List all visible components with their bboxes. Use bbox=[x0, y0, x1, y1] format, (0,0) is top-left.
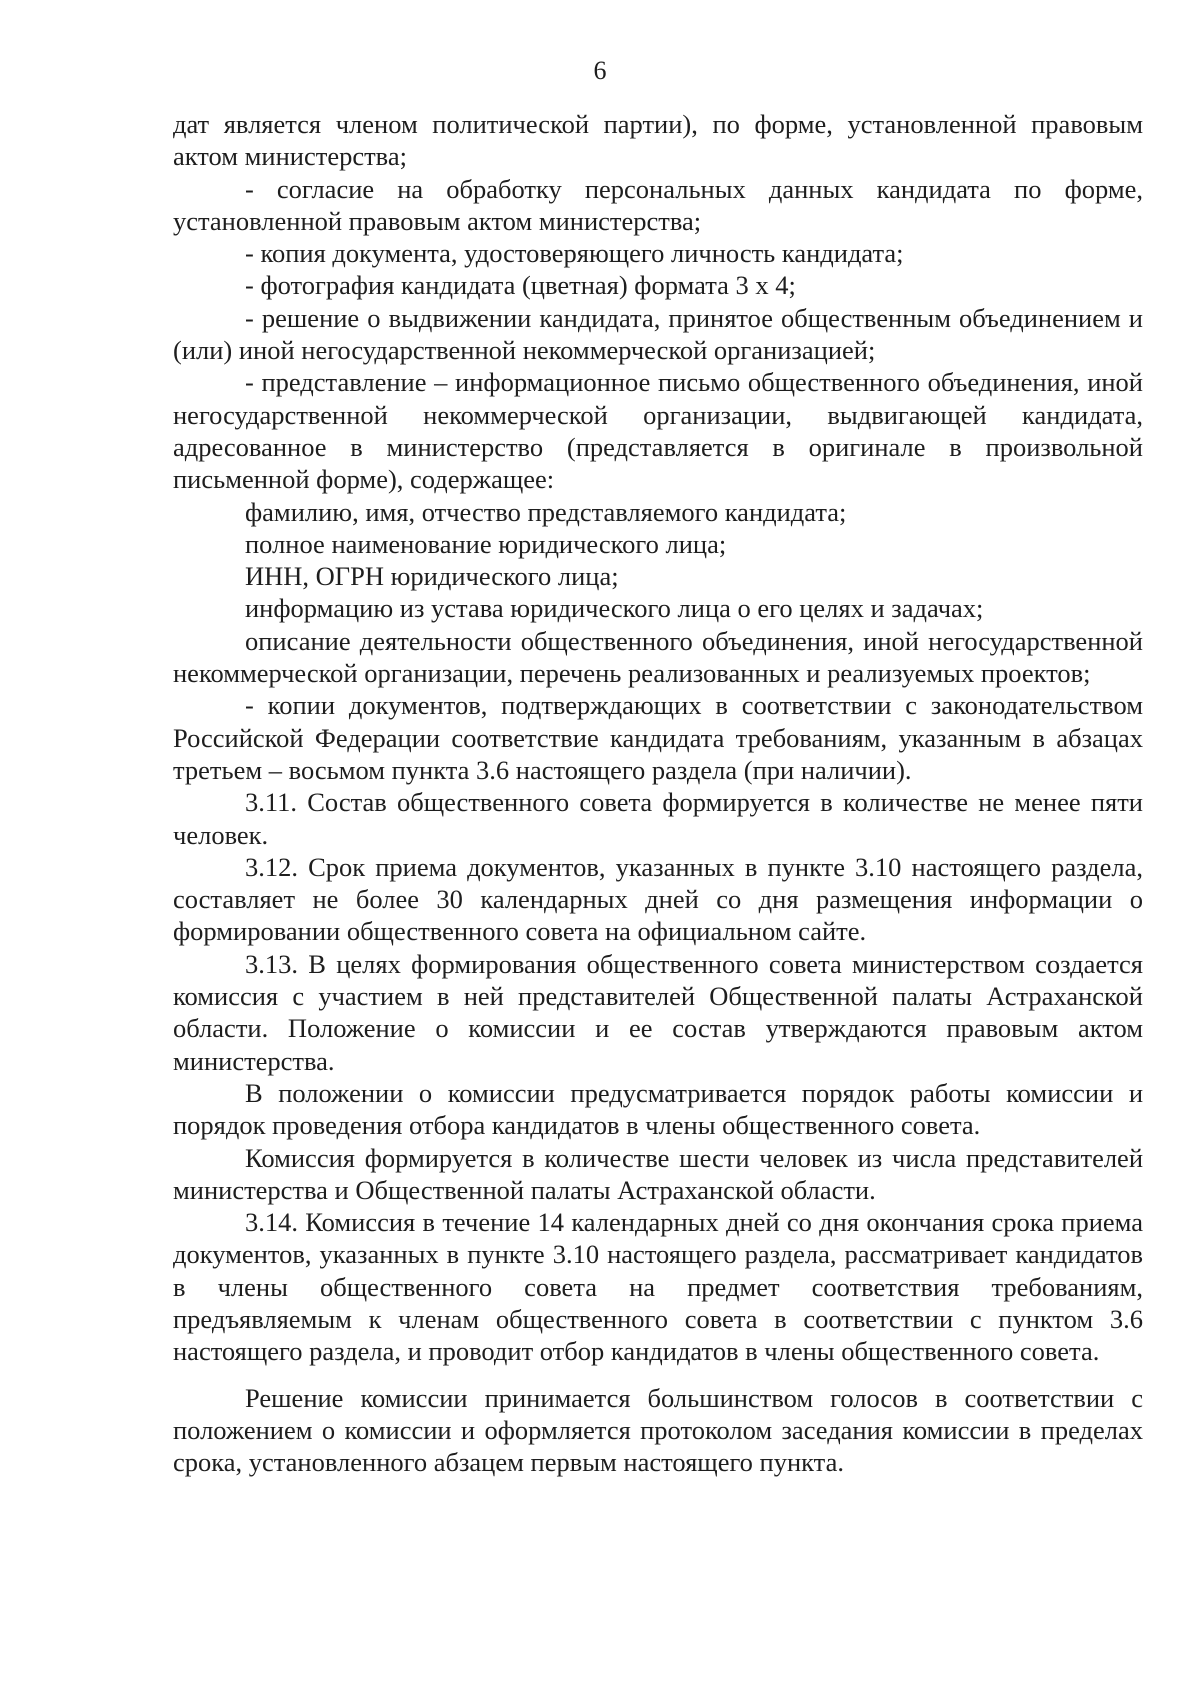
list-item-consent: - согласие на обработку персональных данных кандидата по форме, установленной правовым актом министерства; bbox=[173, 173, 1143, 236]
clause-3-14: 3.14. Комиссия в течение 14 календарных дней со дня окончания срока приема документов, указанных в пункте 3.10 настоящего раздела, рассматривает кандидатов в члены общественного совета на предмет соответствия требованиям, предъявляемым к членам общественного совета в соответствии с пунктом 3.6 настоящего раздела, и проводит отбор кандидатов в члены общественного совета. bbox=[173, 1207, 1143, 1367]
paragraph: В положении о комиссии предусматривается порядок работы комиссии и порядок проведения отбора кандидатов в члены общественного совета. bbox=[173, 1077, 1143, 1141]
paragraph: дат является членом политической партии), по форме, установленной правовым актом министерства; bbox=[173, 109, 1143, 172]
sub-item-inn-ogrn: ИНН, ОГРН юридического лица; bbox=[245, 561, 619, 592]
list-item-nomination-decision: - решение о выдвижении кандидата, принятое общественным объединением и (или) иной негосударственной некоммерческой организацией; bbox=[173, 302, 1143, 366]
sub-item-charter-info: информацию из устава юридического лица о его целях и задачах; bbox=[245, 593, 984, 624]
clause-3-13: 3.13. В целях формирования общественного совета министерством создается комиссия с участием в ней представителей Общественной палаты Астраханской области. Положение о комиссии и ее состав утверждаются правовым актом министерства. bbox=[173, 948, 1143, 1076]
sub-item-legal-name: полное наименование юридического лица; bbox=[245, 528, 727, 559]
clause-3-12: 3.12. Срок приема документов, указанных в пункте 3.10 настоящего раздела, составляет не более 30 календарных дней со дня размещения информации о формировании общественного совета на официальном сайте. bbox=[173, 851, 1143, 947]
page-number: 6 bbox=[593, 56, 607, 85]
paragraph: Комиссия формируется в количестве шести человек из числа представителей министерства и Общественной палаты Астраханской области. bbox=[173, 1142, 1143, 1205]
paragraph: Решение комиссии принимается большинством голосов в соответствии с положением о комиссии и оформляется протоколом заседания комиссии в пределах срока, установленного абзацем первым настоящего пункта. bbox=[173, 1382, 1143, 1478]
list-item-id-copy: - копия документа, удостоверяющего личность кандидата; bbox=[245, 238, 904, 269]
sub-item-full-name: фамилию, имя, отчество представляемого кандидата; bbox=[245, 496, 847, 527]
clause-3-11: 3.11. Состав общественного совета формируется в количестве не менее пяти человек. bbox=[173, 787, 1143, 850]
document-body bbox=[173, 108, 1143, 1478]
list-item-representation-letter: - представление – информационное письмо общественного объединения, иной негосударственной некоммерческой организации, выдвигающей кандидата, адресованное в министерство (представляется в оригинале в произвольной письменной форме), содержащее: bbox=[173, 367, 1143, 495]
list-item-compliance-documents: - копии документов, подтверждающих в соответствии с законодательством Российской Федерации соответствие кандидата требованиям, указанным в абзацах третьем – восьмом пункта 3.6 настоящего раздела (при наличии). bbox=[173, 690, 1143, 785]
sub-item-activity-description: описание деятельности общественного объединения, иной негосударственной некоммерческой организации, перечень реализованных и реализуемых проектов; bbox=[173, 625, 1143, 689]
list-item-photo: - фотография кандидата (цветная) формата 3 х 4; bbox=[245, 270, 796, 301]
